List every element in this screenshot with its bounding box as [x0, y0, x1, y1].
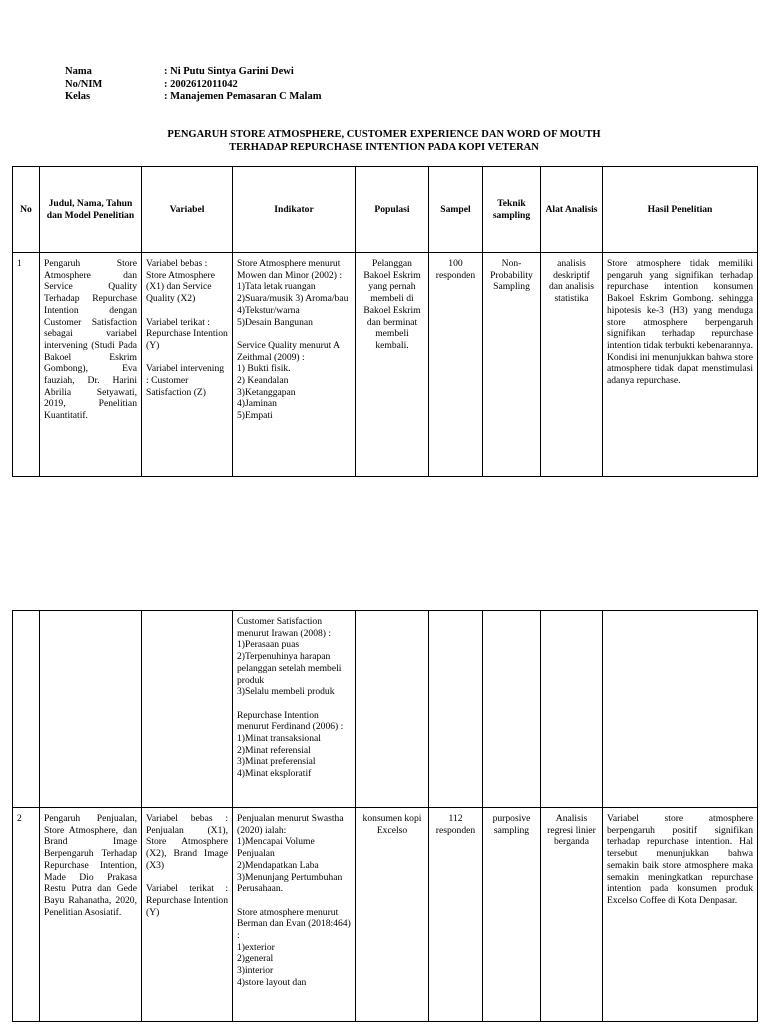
col-header-indikator: Indikator: [233, 167, 356, 253]
row2-sampel: 112 responden: [429, 808, 483, 1022]
title-line-1: PENGARUH STORE ATMOSPHERE, CUSTOMER EXPERIENCE DAN WORD OF MOUTH: [167, 129, 601, 140]
row1-cont-teknik: [483, 611, 541, 808]
list-item: 1)exterior: [237, 941, 275, 953]
table-header-row: [13, 167, 758, 253]
kelas-value: : Manajemen Pemasaran C Malam: [164, 91, 322, 102]
row1-var-bebas: Variabel bebas : Store Atmosphere (X1) dan Service Quality (X2): [146, 258, 216, 305]
col-header-judul: Judul, Nama, Tahun dan Model Penelitian: [40, 167, 142, 253]
row1-cont-sampel: [429, 611, 483, 808]
nama-label: Nama: [65, 66, 92, 77]
list-item: 4)Jaminan: [237, 398, 277, 410]
list-item: 3)Menunjang Pertumbuhan Perusahaan.: [237, 871, 343, 895]
row1-cont-variabel: [142, 611, 233, 808]
row2-ind-sa-title: Store atmosphere menurut Berman dan Evan (2018:464) :: [237, 906, 351, 942]
row1-cont-alat: [541, 611, 603, 808]
row1-alat: analisis deskriptif dan analisis statistika: [541, 253, 603, 477]
row1-cont-judul: [40, 611, 142, 808]
list-item: 2)general: [237, 953, 274, 965]
student-info: [65, 66, 321, 104]
list-item: 4)Tekstur/warna: [237, 304, 300, 316]
row2-alat: Analisis regresi linier berganda: [541, 808, 603, 1022]
row1-cont-populasi: [356, 611, 429, 808]
col-header-populasi: Populasi: [356, 167, 429, 253]
list-item: 2)Suara/musik 3) Aroma/bau: [237, 293, 349, 305]
row1-var-terikat: Variabel terikat : Repurchase Intention (Y): [146, 316, 228, 351]
row2-teknik: purposive sampling: [483, 808, 541, 1022]
row1-hasil: Store atmosphere tidak memiliki pengaruh yang signifikan terhadap repurchase intention konsumen Bakoel Eskrim Gombong. sehingga hipotesis ke-3 (H3) yang menduga store atmosphere berpengaruh signifikan terhadap repurchase intention tidak terbukti kebenarannya. Kondisi ini menunjukkan bahwa store atmosphere tidak dapat menstimulasi adanya repurchase.: [603, 253, 758, 477]
list-item: 2) Keandalan: [237, 375, 289, 387]
col-header-variabel: Variabel: [142, 167, 233, 253]
nama-value: : Ni Putu Sintya Garini Dewi: [164, 66, 294, 77]
list-item: 3)Selalu membeli produk: [237, 686, 335, 698]
row2-var-terikat: Variabel terikat : Repurchase Intention (Y): [146, 883, 228, 918]
list-item: 4)Minat eksploratif: [237, 768, 312, 780]
list-item: 1) Bukti fisik.: [237, 363, 291, 375]
row1-teknik: Non-Probability Sampling: [483, 253, 541, 477]
row2-var-bebas: Variabel bebas : Penjualan (X1), Store Atmosphere (X2), Brand Image (X3): [146, 813, 228, 871]
row2-judul: Pengaruh Penjualan, Store Atmosphere, dan Brand Image Berpengaruh Terhadap Repurchase Intention, Made Dio Prakasa Restu Putra dan Gede Bayu Rahanatha, 2020, Penelitian Asosiatif.: [40, 808, 142, 1022]
title-line-2: TERHADAP REPURCHASE INTENTION PADA KOPI VETERAN: [229, 142, 539, 153]
row2-indikator: [233, 808, 356, 1022]
row1-ind-cs-title: Customer Satisfaction menurut Irawan (2008) :: [237, 616, 332, 639]
col-header-sampel: Sampel: [429, 167, 483, 253]
row1-judul: Pengaruh Store Atmosphere dan Service Quality Terhadap Repurchase Intention dengan Customer Satisfaction sebagai variabel intervening (Studi Pada Bakoel Eskrim Gombong), Eva fauziah, Dr. Harini Abrilia Setyawati, 2019, Penelitian Kuantitatif.: [40, 253, 142, 477]
nim-value: : 2002612011042: [164, 78, 238, 90]
col-header-alat: Alat Analisis: [541, 167, 603, 253]
list-item: 5)Empati: [237, 410, 273, 422]
list-item: 1)Mencapai Volume Penjualan: [237, 836, 315, 860]
list-item: 3)Minat preferensial: [237, 756, 316, 768]
list-item: 5)Desain Bangunan: [237, 316, 313, 328]
list-item: 1)Perasaan puas: [237, 639, 300, 651]
row1-ind-sq-title: Service Quality menurut A Zeithmal (2009) :: [237, 339, 340, 363]
info-row-nama: [65, 66, 321, 79]
list-item: 3)Ketanggapan: [237, 386, 296, 398]
row1-cont-hasil: [603, 611, 758, 808]
row2-no: 2: [13, 808, 40, 1022]
document-title: [12, 128, 756, 154]
row2-variabel: [142, 808, 233, 1022]
list-item: 2)Mendapatkan Laba: [237, 859, 319, 871]
col-header-teknik: Teknik sampling: [483, 167, 541, 253]
list-item: 3)interior: [237, 965, 274, 977]
info-row-nim: [65, 79, 321, 92]
row1-populasi: Pelanggan Bakoel Eskrim yang pernah membeli di Bakoel Eskrim dan berminat membeli kembali.: [356, 253, 429, 477]
list-item: 2)Minat referensial: [237, 744, 311, 756]
row1-indikator: [233, 253, 356, 477]
research-table-page-2: [12, 610, 758, 1022]
info-row-kelas: [65, 91, 321, 104]
row2-populasi: konsumen kopi Excelso: [356, 808, 429, 1022]
row1-variabel: [142, 253, 233, 477]
row1-ind-sa-title: Store Atmosphere menurut Mowen dan Minor (2002) :: [237, 258, 342, 281]
row1-no: 1: [13, 253, 40, 477]
table-row: [13, 808, 758, 1022]
research-table-page-1: [12, 166, 758, 477]
list-item: 1)Tata letak ruangan: [237, 281, 316, 293]
list-item: 1)Minat transaksional: [237, 733, 321, 745]
row2-ind-pj-title: Penjualan menurut Swastha (2020) ialah:: [237, 813, 344, 836]
nim-label: No/NIM: [65, 78, 103, 90]
col-header-hasil: Hasil Penelitian: [603, 167, 758, 253]
list-item: 4)store layout dan: [237, 976, 307, 988]
row1-cont-indikator: [233, 611, 356, 808]
row1-sampel: 100 responden: [429, 253, 483, 477]
row1-var-intervening: Variabel intervening : Customer Satisfaction (Z): [146, 363, 225, 398]
kelas-label: Kelas: [65, 91, 91, 102]
table-row: [13, 253, 758, 477]
row1-ind-ri-title: Repurchase Intention menurut Ferdinand (2006) :: [237, 709, 344, 733]
list-item: 2)Terpenuhinya harapan pelanggan setelah membeli produk: [237, 651, 342, 686]
row1-cont-no: [13, 611, 40, 808]
table-row: [13, 611, 758, 808]
row2-hasil: Variabel store atmosphere berpengaruh positif signifikan terhadap repurchase intention. Hal tersebut menunjukkan bahwa semakin baik store atmosphere maka semakin meningkatkan repurchase intention pada konsumen produk Excelso Coffee di Kota Denpasar.: [603, 808, 758, 1022]
col-header-no: No: [13, 167, 40, 253]
